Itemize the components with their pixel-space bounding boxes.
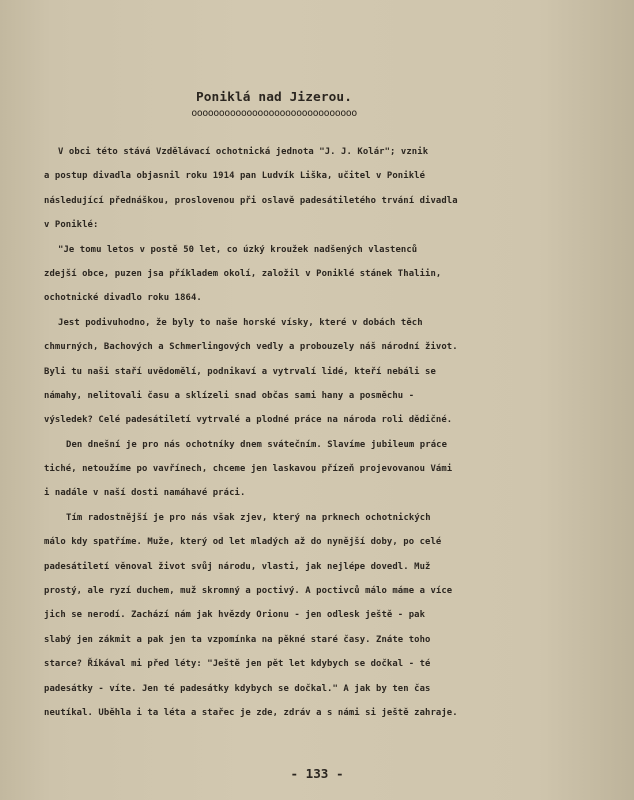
paragraph-1 xyxy=(44,140,624,238)
text-line: málo kdy spatříme. Muže, který od let mladých až do nynější doby, po celé xyxy=(44,537,442,548)
page-title: Poniklá nad Jizerou. xyxy=(195,90,353,105)
document-body xyxy=(44,88,624,725)
page-number: - 133 - xyxy=(290,766,344,781)
text-line: Byli tu naši staří uvědomělí, podnikaví a vytrvalí lidé, kteří nebáli se xyxy=(44,366,436,377)
text-line: padesátky - víte. Jen té padesátky kdybych se dočkal." A jak by ten čas xyxy=(44,683,431,694)
text-line: tiché, netoužíme po vavřínech, chceme jen laskavou přízeň projevovanou Vámi xyxy=(44,464,453,475)
text-line: a postup divadla objasnil roku 1914 pan Ludvík Liška, učitel v Poniklé xyxy=(44,171,426,182)
paragraph-5 xyxy=(44,506,624,726)
text-line: jich se nerodí. Zachází nám jak hvězdy Orionu - jen odlesk ještě - pak xyxy=(44,610,426,621)
text-line: ochotnické divadlo roku 1864. xyxy=(44,293,202,304)
paragraph-4 xyxy=(44,433,624,506)
text-line: chmurných, Bachových a Schmerlingových vedly a probouzely náš národní život. xyxy=(44,342,458,353)
paragraph-3 xyxy=(44,311,624,433)
text-line: i nadále v naší dosti namáhavé práci. xyxy=(44,488,246,499)
text-line: padesátiletí věnoval život svůj národu, vlasti, jak nejlépe dovedl. Muž xyxy=(44,561,431,572)
text-line: výsledek? Celé padesátiletí vytrvalé a plodné práce na národa roli dědičné. xyxy=(44,415,453,426)
text-line: Tím radostnější je pro nás však zjev, který na prknech ochotnických xyxy=(66,512,431,523)
text-line: námahy, nelitovali času a sklízeli snad občas sami hany a posměchu - xyxy=(44,390,415,401)
title-underline: oooooooooooooooooooooooooooooo xyxy=(191,108,357,119)
text-line: starce? Říkával mi před léty: "Ještě jen pět let kdybych se dočkal - té xyxy=(44,659,431,670)
text-line: "Je tomu letos v postě 50 let, co úzký kroužek nadšených vlastenců xyxy=(58,244,418,255)
text-line: Jest podivuhodno, že byly to naše horské vísky, které v dobách těch xyxy=(58,317,423,328)
text-line: následující přednáškou, proslovenou při oslavě padesátiletého trvání divadla xyxy=(44,195,458,206)
text-line: V obci této stává Vzdělávací ochotnická jednota "J. J. Kolár"; vznik xyxy=(58,147,429,157)
text-line: zdejší obce, puzen jsa příkladem okolí, založil v Poniklé stánek Thaliin, xyxy=(44,268,442,279)
text-line: v Poniklé: xyxy=(44,220,99,231)
text-line: neutíkal. Uběhla i ta léta a stařec je zde, zdráv a s námi si ještě zahraje. xyxy=(44,707,458,718)
text-line: prostý, ale ryzí duchem, muž skromný a poctivý. A poctivců málo máme a více xyxy=(44,586,453,597)
spacer xyxy=(44,120,624,140)
show-through-text xyxy=(0,0,634,70)
paragraph-2 xyxy=(44,238,624,311)
text-line: slabý jen zákmit a pak jen ta vzpomínka na pěkné staré časy. Znáte toho xyxy=(44,634,431,645)
text-line: Den dnešní je pro nás ochotníky dnem svátečním. Slavíme jubileum práce xyxy=(66,439,448,450)
